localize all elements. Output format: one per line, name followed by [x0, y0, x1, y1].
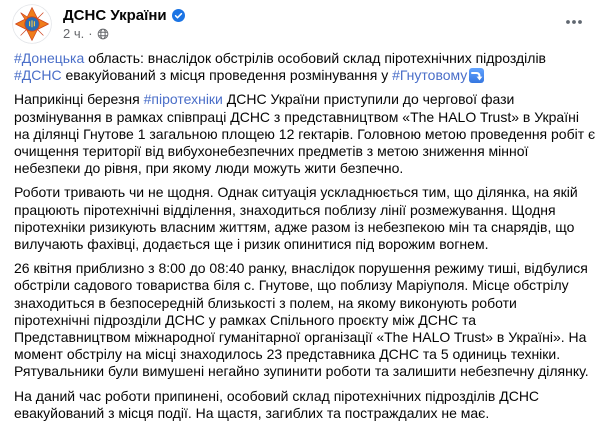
post-paragraph	[14, 260, 596, 380]
post-paragraph	[14, 91, 596, 177]
post-paragraph	[14, 184, 596, 253]
post-text-segment: ДСНС України приступили до чергової фази розмінування в рамках співпраці ДСНС з представництвом «The HALO Trust» в Україні на ділянці Гнутове 1 загальною площею 12 гектарів. Головною метою проведення робіт є очищення території від вибухонебезпечних предметів з метою зниження мінної небезпеки до рівня, при якому люди можуть жити безпечно.	[14, 91, 596, 177]
dsns-emblem-logo	[12, 4, 52, 44]
globe-privacy-icon	[97, 28, 109, 40]
post-text-segment: 26 квітня приблизно з 8:00 до 08:40 ранку, внаслідок порушення режиму тиші, відбулися обстріли садового товариства біля с. Гнутове, що поблизу Маріуполя. Місце обстрілу знаходиться в безпосередній близькості з полем, на якому виконують роботи піротехнічні підрозділи ДСНС у рамках Спільного проєкту між ДСНС та Представництвом міжнародної гуманітарної організації «The HALO Trust» в Україні». На момент обстрілу на місці знаходилось 23 представника ДСНС та 5 одиниць техніки. Рятувальники були вимушені негайно зупинити роботи та залишити небезпечну ділянку.	[14, 260, 589, 380]
post-text-segment: Наприкінці березня	[14, 91, 144, 108]
post-timestamp[interactable]: 2 ч.	[63, 26, 85, 41]
post-text	[0, 44, 610, 422]
page-name[interactable]: ДСНС України	[63, 7, 167, 24]
hashtag-link[interactable]: #Гнутовому	[392, 67, 468, 84]
avatar[interactable]	[12, 4, 52, 44]
verified-badge-icon	[172, 9, 185, 22]
post-header	[0, 0, 610, 44]
hashtag-link[interactable]: #ДСНС	[14, 67, 62, 84]
post-paragraph	[14, 388, 596, 422]
meta-separator: ·	[88, 26, 93, 41]
post-text-segment: На даний час роботи припинені, особовий склад піротехнічних підрозділів ДСНС евакуйований з місця події. На щастя, загиблих та постраждалих не має.	[14, 387, 540, 421]
hashtag-link[interactable]: #Донецька	[14, 50, 85, 66]
post-options-menu-button[interactable]	[560, 10, 588, 34]
post-paragraph	[14, 50, 596, 84]
arrow-curving-down-emoji	[469, 68, 484, 83]
three-dots-icon	[564, 12, 584, 32]
hashtag-link[interactable]: #піротехніки	[143, 91, 223, 108]
post-text-segment: евакуйований з місця проведення розмінування у	[61, 67, 393, 84]
post-text-segment: область: внаслідок обстрілів особовий склад піротехнічних підрозділів	[84, 50, 546, 66]
header-text	[63, 4, 185, 42]
post-text-segment: Роботи тривають чи не щодня. Однак ситуація ускладнюється тим, що ділянка, на якій працюють піротехнічні відділення, знаходиться поблизу лінії розмежування. Щодня піротехніки ризикують власним життям, адже разом із небезпекою мін та снарядів, що вилучають фахівці, додається ще і ризик опинитися під ворожим вогнем.	[14, 184, 578, 253]
